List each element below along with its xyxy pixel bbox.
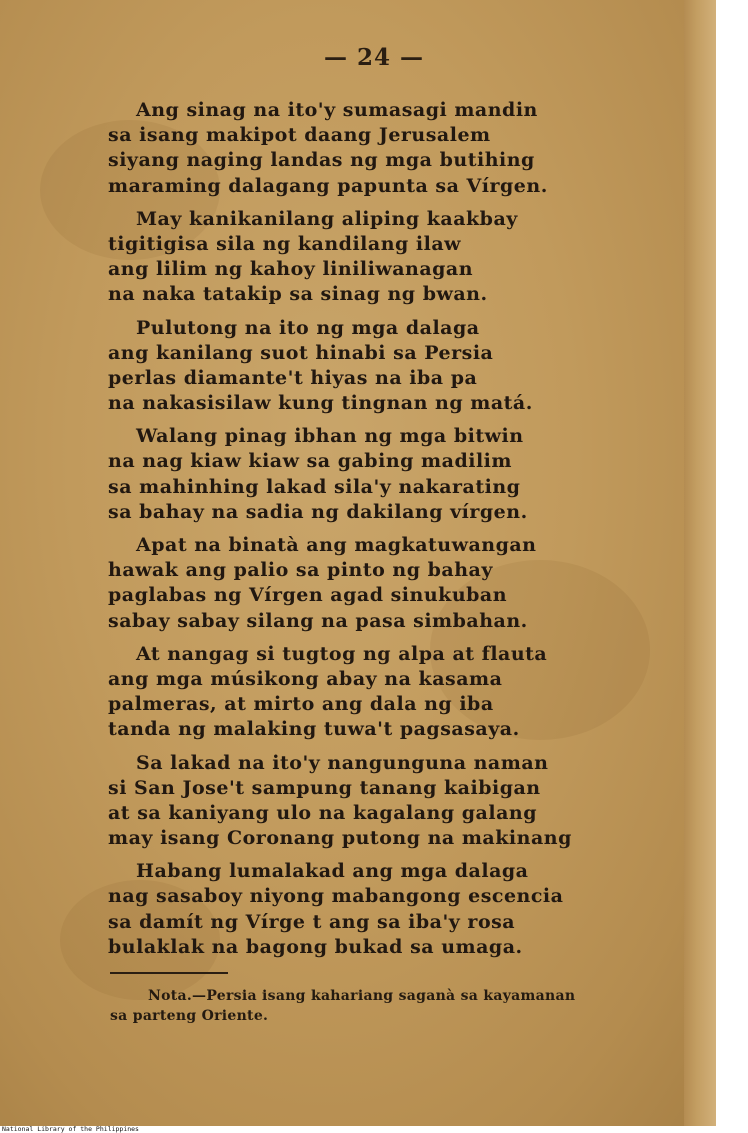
footnote-line: Nota.—Persia isang kahariang saganà sa kayamanan [148,988,576,1004]
footnote [110,986,650,1026]
footnote-line: sa parteng Oriente. [110,1008,269,1024]
stanza [108,642,608,743]
poem-line: Pulutong na ito ng mga dalaga [136,316,480,339]
poem-line: paglabas ng Vírgen agad sinukuban [108,584,508,607]
poem-line: si San Jose't sampung tanang kaibigan [108,776,541,799]
poem-line: Sa lakad na ito'y nangunguna naman [136,751,549,774]
poem-line: maraming dalagang papunta sa Vírgen. [108,174,548,197]
page-edge [684,0,716,1126]
poem-line: tanda ng malaking tuwa't pagsasaya. [108,718,520,741]
poem-line: hawak ang palio sa pinto ng bahay [108,559,493,582]
poem-line: perlas diamante't hiyas na iba pa [108,366,478,389]
stanza [108,207,608,308]
stanza [108,533,608,634]
poem-line: sa isang makipot daang Jerusalem [108,124,491,147]
poem-line: nag sasaboy niyong mabangong escencia [108,885,564,908]
library-credit: National Library of the Philippines [2,1125,139,1133]
stanza [108,98,608,199]
poem-line: ang lilim ng kahoy liniliwanagan [108,258,474,281]
poem-line: na naka tatakip sa sinag ng bwan. [108,283,488,306]
poem-line: sabay sabay silang na pasa simbahan. [108,609,528,632]
poem-line: ang kanilang suot hinabi sa Persia [108,341,494,364]
poem-line: Habang lumalakad ang mga dalaga [136,860,529,883]
poem-line: na nakasisilaw kung tingnan ng matá. [108,392,533,415]
poem-line: sa mahinhing lakad sila'y nakarating [108,475,521,498]
poem-line: Ang sinag na ito'y sumasagi mandin [136,99,538,121]
poem-line: na nag kiaw kiaw sa gabing madilim [108,450,512,473]
poem-line: At nangag si tugtog ng alpa at flauta [136,642,548,665]
poem-line: siyang naging landas ng mga butihing [108,149,535,172]
stanza [108,859,608,960]
poem-line: sa bahay na sadia ng dakilang vírgen. [108,500,528,523]
poem-body [108,98,608,968]
poem-line: palmeras, at mirto ang dala ng iba [108,693,494,716]
poem-line: tigitigisa sila ng kandilang ilaw [108,232,462,255]
poem-line: ang mga músikong abay na kasama [108,667,503,690]
poem-line: May kanikanilang aliping kaakbay [136,207,518,230]
poem-line: Apat na binatà ang magkatuwangan [136,534,537,556]
poem-line: at sa kaniyang ulo na kagalang galang [108,801,537,824]
poem-line: sa damít ng Vírge t ang sa iba'y rosa [108,910,516,933]
stanza [108,316,608,417]
poem-line: may isang Coronang putong na makinang [108,827,572,850]
stanza [108,751,608,852]
poem-line: Walang pinag ibhan ng mga bitwin [136,425,524,448]
page-number: — 24 — [323,44,425,71]
poem-line: bulaklak na bagong bukad sa umaga. [108,935,523,958]
footnote-rule [110,972,228,974]
stanza [108,424,608,525]
